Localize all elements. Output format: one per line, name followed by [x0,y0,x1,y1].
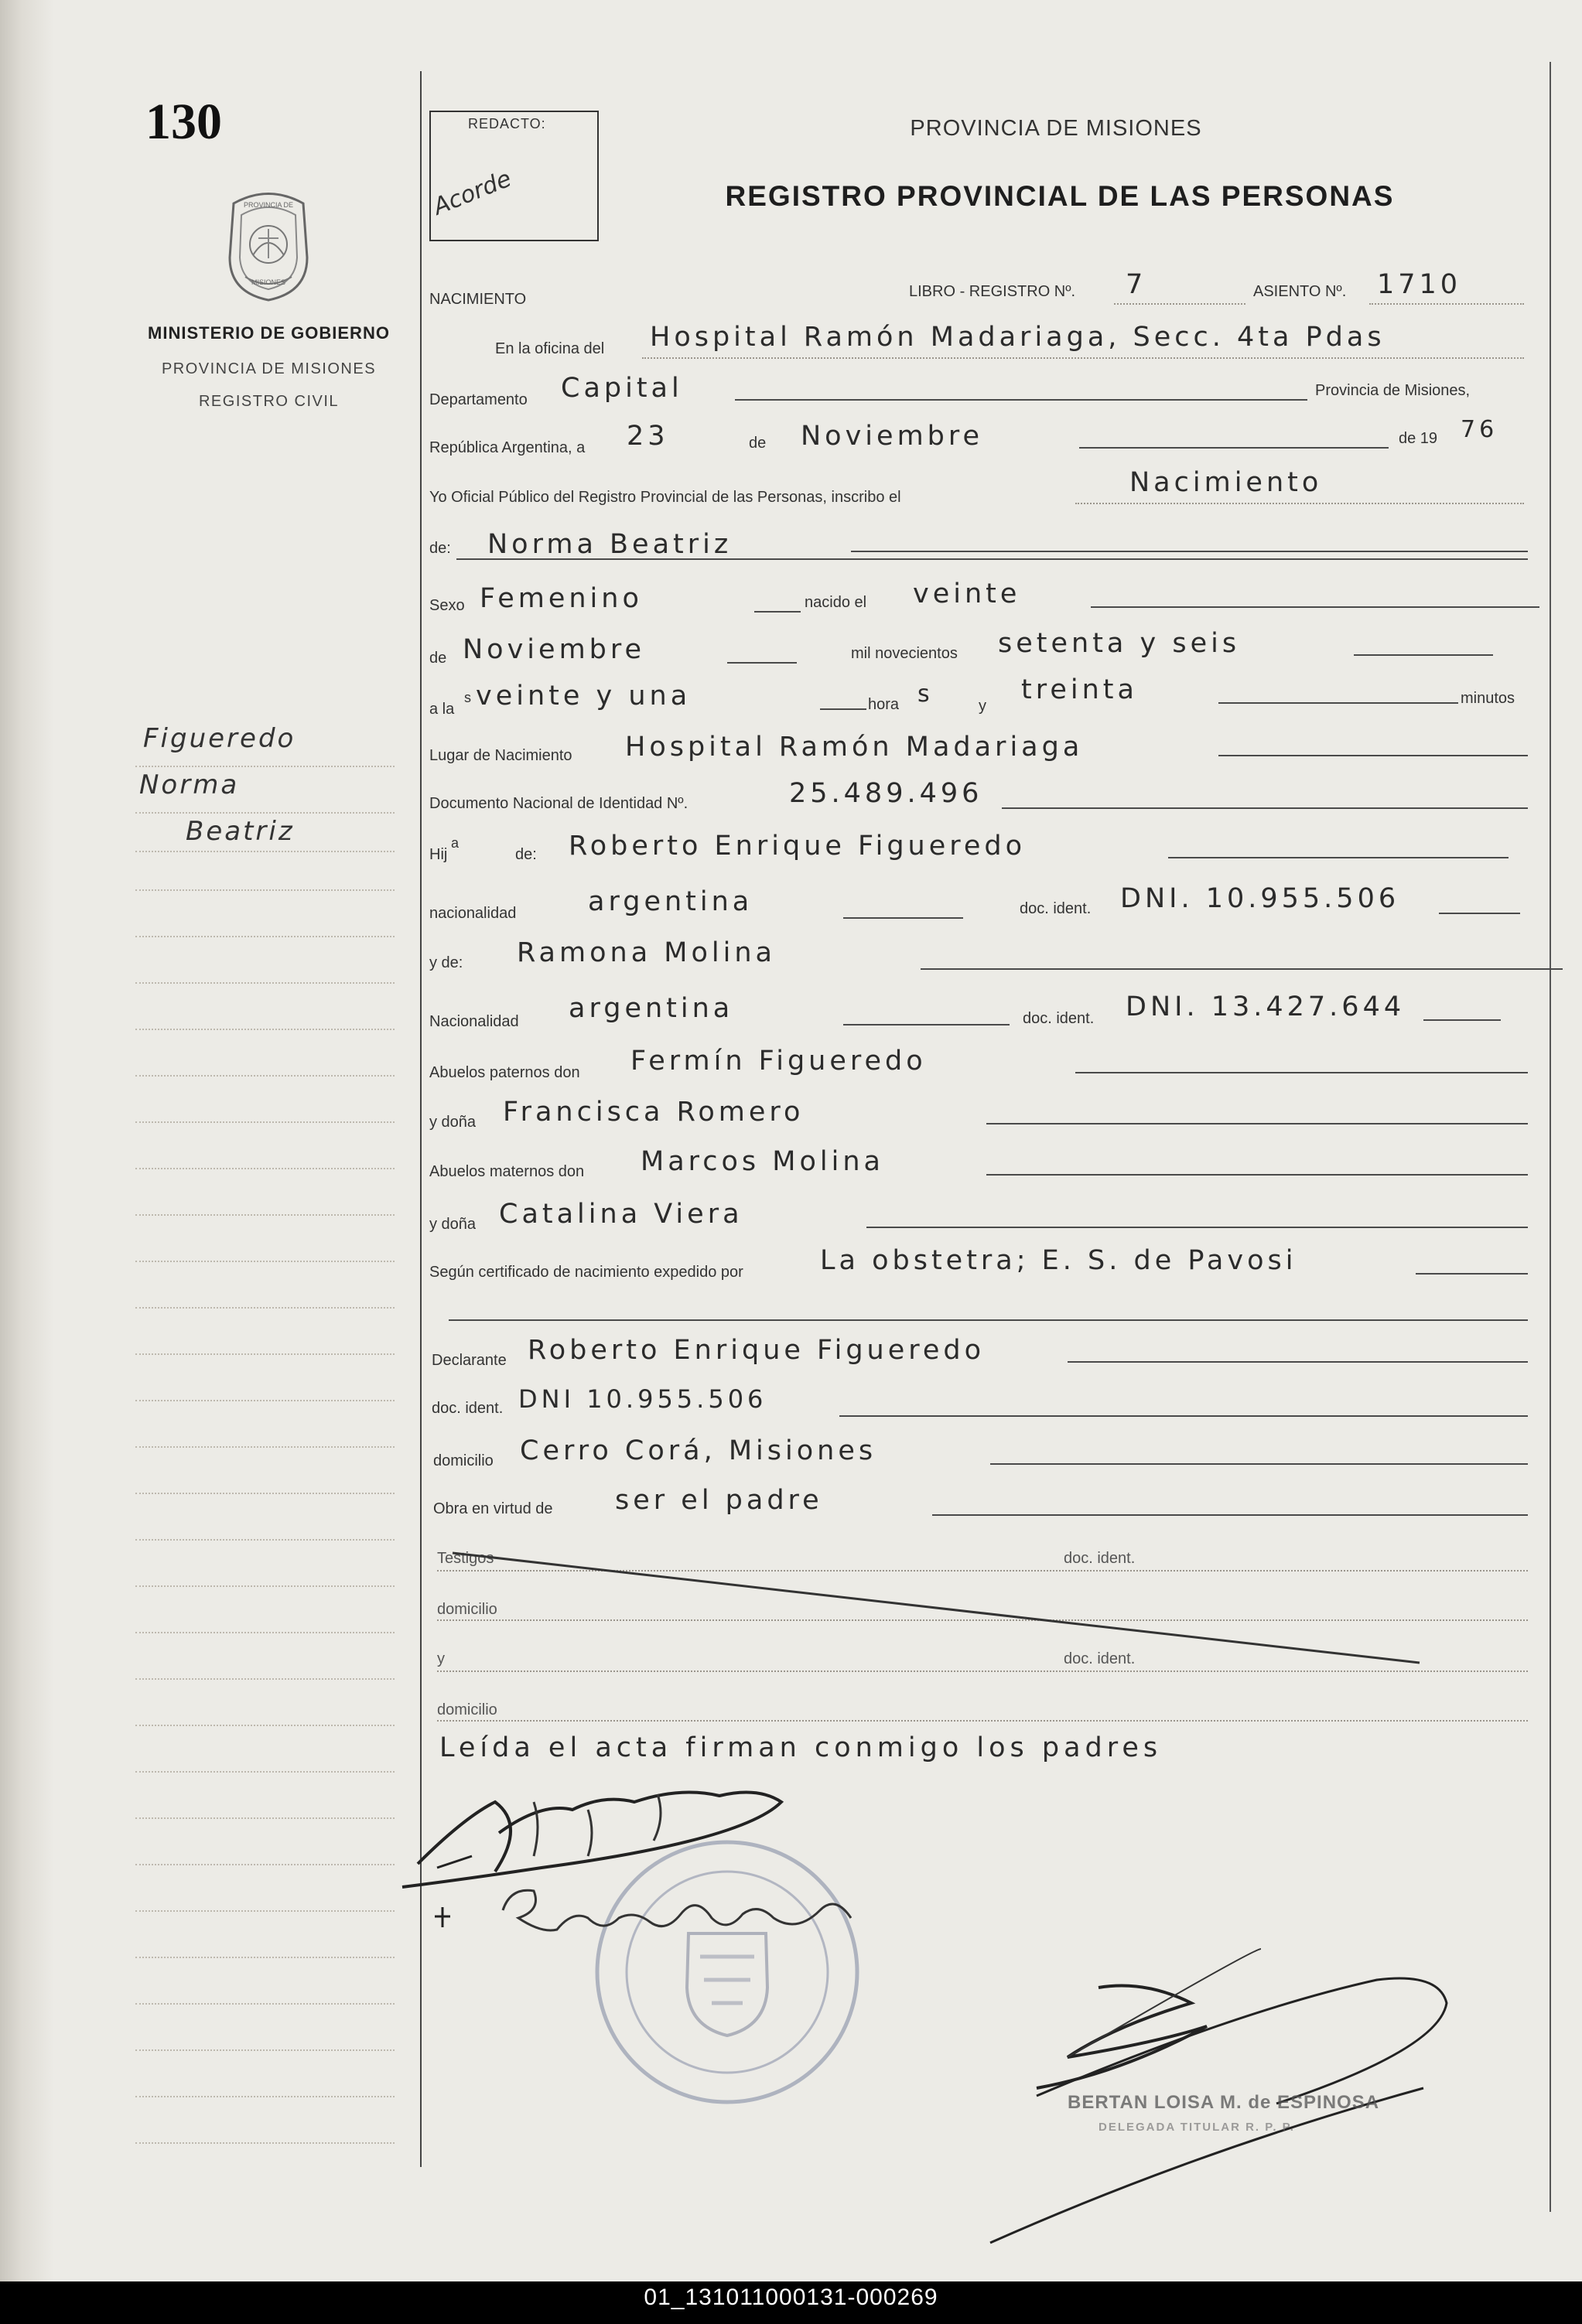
certificado-value: La obstetra; E. S. de Pavosi [820,1245,1297,1276]
nacionalidad2-label: Nacionalidad [429,1013,519,1030]
de19-label: de 19 [1399,430,1438,447]
leida-value: Leída el acta firman conmigo los padres [439,1732,1163,1763]
abuelos-pat-label: Abuelos paternos don [429,1064,580,1081]
hij-suffix: a [451,835,460,851]
testigos-doc-label: doc. ident. [1064,1550,1136,1567]
de2-label: de [429,650,447,667]
de-label: de [749,435,767,452]
nacido-label: nacido el [805,594,867,611]
testigos-domicilio-label: domicilio [437,1601,497,1618]
mes-value: Noviembre [801,421,984,452]
anio-value: 76 [1461,416,1498,443]
crest-text-top: PROVINCIA DE [243,201,294,209]
declarante-value: Roberto Enrique Figueredo [528,1335,986,1366]
abuela-pat-value: Francisca Romero [503,1097,805,1128]
anio-nac-value: setenta y seis [998,628,1241,659]
hora-label: hora [868,696,900,713]
oficina-label: En la oficina del [495,340,605,357]
redacto-label: REDACTO: [468,116,546,131]
nac-madre-value: argentina [569,993,734,1024]
departamento-value: Capital [561,373,683,404]
obra-label: Obra en virtud de [433,1500,553,1517]
dni-value: 25.489.496 [789,778,983,809]
redacto-value: Acorde [429,165,515,221]
madre-value: Ramona Molina [517,937,776,968]
official-name-stamp: BERTAN LOISA M. de ESPINOSA [1068,2092,1380,2113]
oficial-label: Yo Oficial Público del Registro Provincial de las Personas, inscribo el [429,489,901,506]
footer-document-id: 01_131011000131-000269 [644,2285,938,2310]
abuela-mat-value: Catalina Viera [499,1199,743,1230]
doc-decl-value: DNI 10.955.506 [518,1384,767,1414]
official-title-stamp: DELEGADA TITULAR R. P. P. [1099,2121,1295,2134]
dia-value: 23 [627,421,669,452]
ydona-pat-label: y doña [429,1114,477,1131]
inscribo-value: Nacimiento [1129,467,1323,498]
mes-nac-value: Noviembre [463,634,646,665]
ydona-mat-label: y doña [429,1216,477,1233]
minutos-label: minutos [1461,690,1515,707]
asiento-label: ASIENTO Nº. [1253,283,1347,300]
alas-suffix: s [464,690,471,705]
declarante-label: Declarante [432,1352,507,1369]
asiento-value: 1710 [1377,269,1462,300]
abuelos-mat-label: Abuelos maternos don [429,1163,585,1180]
nombre-value: Norma Beatriz [487,529,733,560]
lugar-value: Hospital Ramón Madariaga [625,732,1084,763]
record-type-label: NACIMIENTO [429,291,527,308]
crest-text-bottom: MISIONES [251,278,286,286]
sexo-label: Sexo [429,597,465,614]
hora-value: veinte y una [476,681,692,712]
dni-label: Documento Nacional de Identidad Nº. [429,795,688,812]
yde-label: y de: [429,954,463,971]
departamento-label: Departamento [429,391,528,408]
libro-value: 7 [1126,269,1147,300]
doc-padre-label: doc. ident. [1020,900,1092,917]
doc-padre-value: DNI. 10.955.506 [1120,883,1400,914]
testigos-domicilio2-label: domicilio [437,1701,497,1718]
sexo-value: Femenino [480,583,643,614]
alas-label: a la [429,701,455,718]
mil-label: mil novecientos [851,645,958,662]
republica-label: República Argentina, a [429,439,586,456]
testigos-doc2-label: doc. ident. [1064,1650,1136,1667]
doc-madre-label: doc. ident. [1023,1010,1095,1027]
father-signature [402,1793,781,1888]
header-province: PROVINCIA DE MISIONES [910,116,1202,141]
testigos-y-label: y [437,1650,445,1667]
provincia-label: Provincia de Misiones, [1315,382,1471,399]
oficina-value: Hospital Ramón Madariaga, Secc. 4ta Pdas [650,322,1386,353]
padre-value: Roberto Enrique Figueredo [569,831,1027,862]
nacido-value: veinte [913,578,1021,609]
hij-de-label: de: [515,846,537,863]
testigos-label: Testigos [437,1550,494,1567]
header-registry: REGISTRO PROVINCIAL DE LAS PERSONAS [725,180,1395,212]
hij-label: Hij [429,846,448,863]
y-label: y [979,698,986,715]
ministry-title: MINISTERIO DE GOBIERNO [148,323,390,343]
margin-note-name1: Norma [139,770,240,800]
minutos-value: treinta [1021,674,1138,705]
margin-note-surname: Figueredo [143,723,296,754]
doc-madre-value: DNI. 13.427.644 [1126,991,1406,1022]
nac-padre-value: argentina [588,886,753,917]
libro-label: LIBRO - REGISTRO Nº. [909,283,1076,300]
abuelo-pat-value: Fermín Figueredo [630,1046,927,1077]
certificado-label: Según certificado de nacimiento expedido por [429,1264,743,1281]
province-subtitle: PROVINCIA DE MISIONES [161,360,377,377]
obra-value: ser el padre [615,1485,823,1516]
hora-suffix: s [917,681,934,708]
page-number: 130 [145,94,222,150]
doc-decl-label: doc. ident. [432,1400,504,1417]
domicilio-label: domicilio [433,1452,494,1469]
margin-note-name2: Beatriz [186,816,295,847]
abuelo-mat-value: Marcos Molina [641,1146,884,1177]
de-name-label: de: [429,540,451,557]
nacionalidad-label: nacionalidad [429,905,517,922]
civil-registry-subtitle: REGISTRO CIVIL [198,393,340,410]
domicilio-value: Cerro Corá, Misiones [520,1435,877,1466]
mother-signature [435,1890,851,1930]
lugar-label: Lugar de Nacimiento [429,747,572,764]
